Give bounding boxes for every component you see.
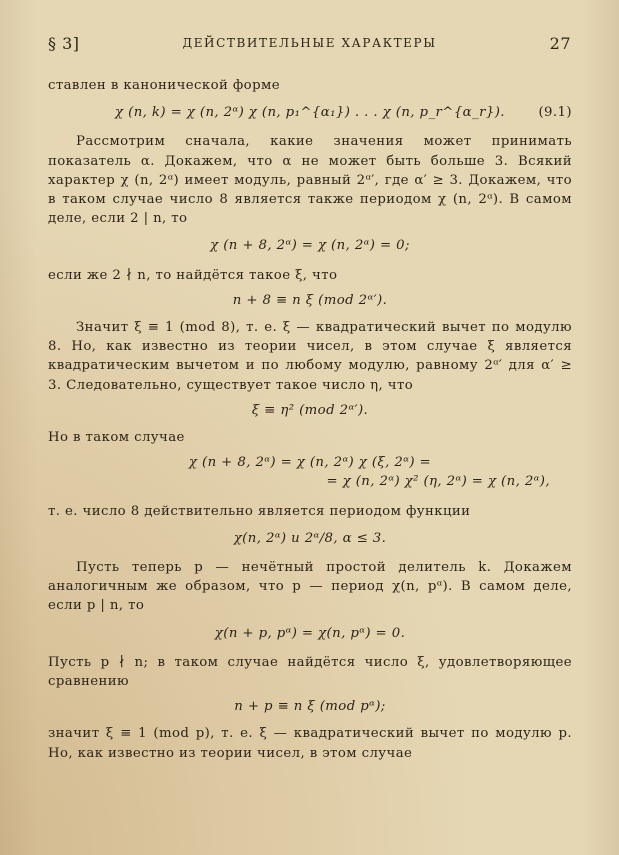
page-number: 27 (549, 34, 571, 53)
paragraph: значит ξ ≡ 1 (mod p), т. е. ξ — квадратический вычет по модулю p. Но, как известно из теории чисел, в этом случае (48, 726, 572, 761)
paragraph: если же 2 ∤ n, то найдётся такое ξ, что (48, 267, 338, 283)
formula-text: χ (n, k) = χ (n, 2ᵅ) χ (n, p₁^{α₁}) . . . χ (n, p_r^{α_r}). (115, 105, 505, 121)
formula: ξ ≡ η² (mod 2ᵅ′). (251, 402, 369, 418)
paragraph: Но в таком случае (48, 430, 185, 446)
paragraph-line: ставлен в канонической форме (48, 78, 281, 93)
paragraph: Пусть p ∤ n; в таком случае найдётся число ξ, удовлетворяющее сравнению (48, 654, 572, 690)
paragraph: т. е. число 8 действительно является периодом функции (48, 503, 471, 519)
paragraph: Пусть теперь p — нечётный простой делитель k. Докажем аналогичным же образом, что p — период χ(n, pᵅ). В самом деле, если p | n, то (48, 560, 572, 614)
formula: χ (n + 8, 2ᵅ) = χ (n, 2ᵅ) = 0; (210, 238, 410, 254)
page-body (48, 76, 572, 763)
formula: = χ (n, 2ᵅ) χ² (η, 2ᵅ) = χ (n, 2ᵅ), (326, 474, 550, 490)
formula: χ(n, 2ᵅ) и 2ᵅ/8, α ≤ 3. (233, 530, 387, 546)
formula: χ (n + 8, 2ᵅ) = χ (n, 2ᵅ) χ (ξ, 2ᵅ) = (188, 455, 432, 471)
running-header (48, 34, 571, 58)
equation-number: (9.1) (538, 105, 572, 121)
section-marker: § 3] (48, 34, 80, 53)
formula: n + p ≡ n ξ (mod pᵅ); (234, 699, 386, 715)
paragraph: Значит ξ ≡ 1 (mod 8), т. е. ξ — квадратический вычет по модулю 8. Но, как известно из теории чисел, в этом случае ξ является квадратическим вычетом и по любому модулю, равному 2ᵅ′ для α′ ≥ 3. Следовательно, существует такое число η, что (48, 320, 572, 393)
formula: n + 8 ≡ n ξ (mod 2ᵅ′). (232, 292, 388, 308)
formula-9-1 (48, 95, 572, 132)
formula: χ(n + p, pᵅ) = χ(n, pᵅ) = 0. (214, 625, 406, 641)
paragraph: Рассмотрим сначала, какие значения может принимать показатель α. Докажем, что α не может быть больше 3. Всякий характер χ (n, 2ᵅ) имеет модуль, равный 2ᵅ′, где α′ ≥ 3. Докажем, что в таком случае число 8 является также периодом χ (n, 2ᵅ). В самом деле, если 2 | n, то (48, 134, 572, 227)
running-title: ДЕЙСТВИТЕЛЬНЫЕ ХАРАКТЕРЫ (182, 36, 437, 50)
